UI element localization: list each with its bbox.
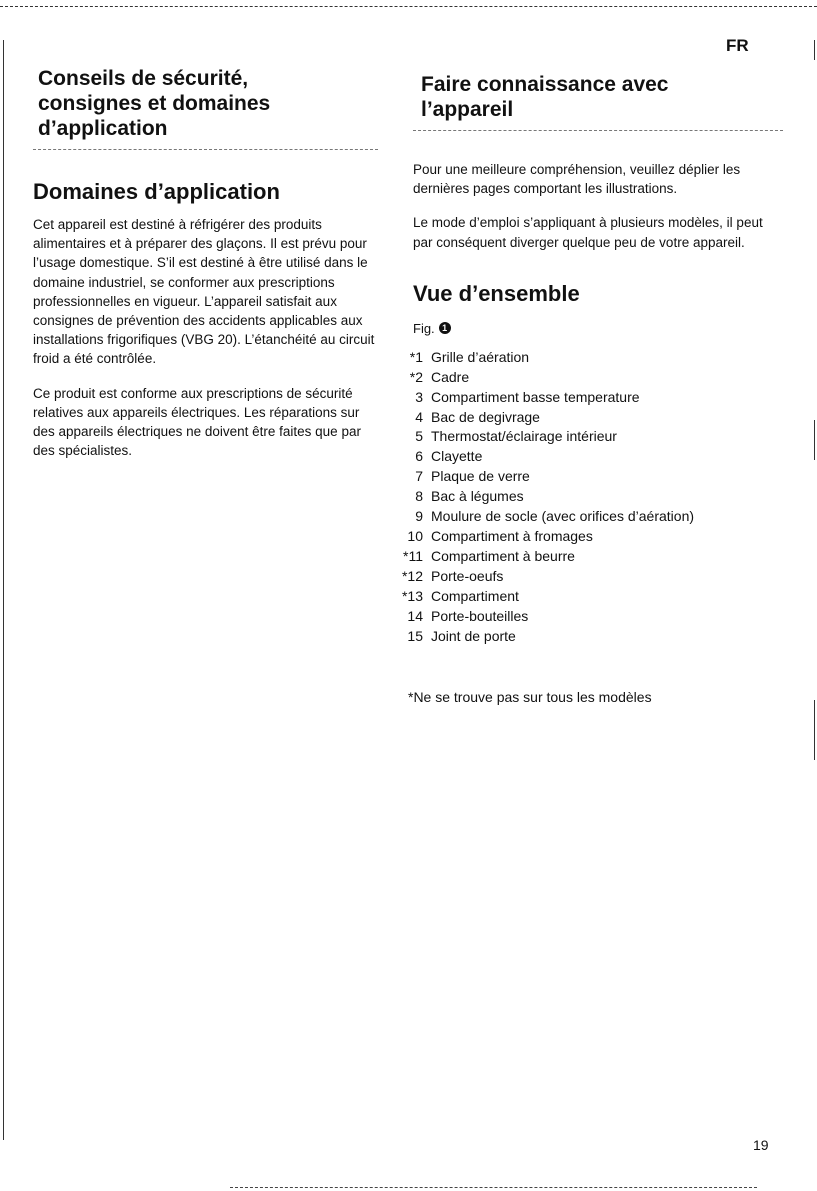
part-number: 8 [415, 488, 423, 505]
part-number: 4 [415, 408, 423, 425]
part-list-item [394, 607, 783, 627]
part-label: Compartiment basse temperature [431, 388, 640, 405]
part-list-item [394, 368, 783, 388]
part-list-item [394, 408, 783, 428]
part-number: 9 [415, 508, 423, 525]
part-number: *1 [409, 348, 423, 365]
figure-reference [413, 321, 783, 336]
part-list-item [394, 388, 783, 408]
part-list-item [394, 467, 783, 487]
part-label: Grille d’aération [431, 348, 530, 365]
part-number: *13 [401, 587, 423, 604]
footnote: *Ne se trouve pas sur tous les modèles [408, 689, 652, 706]
part-label: Compartiment [431, 587, 519, 604]
left-column [33, 66, 378, 460]
right-column [401, 72, 783, 706]
part-list-item [394, 587, 783, 607]
figure-label: Fig. [413, 320, 435, 336]
part-label: Moulure de socle (avec orifices d’aération) [431, 508, 695, 525]
part-label: Compartiment à fromages [431, 527, 593, 544]
fold-out-paragraph: Pour une meilleure compréhension, veuillez déplier les dernières pages comportant les illustrations. [413, 162, 741, 197]
part-label: Compartiment à beurre [431, 547, 575, 564]
part-number: 3 [415, 388, 423, 405]
parts-list [394, 348, 783, 647]
models-paragraph: Le mode d’emploi s’appliquant à plusieurs modèles, il peut par conséquent diverger quelque peu de votre appareil. [413, 215, 763, 250]
part-list-item [394, 507, 783, 527]
overview-heading: Vue d’ensemble [413, 280, 580, 306]
part-label: Bac de degivrage [431, 408, 540, 425]
part-list-item [394, 527, 783, 547]
part-label: Bac à légumes [431, 488, 524, 505]
part-number: *12 [401, 567, 423, 584]
figure-number-badge: 1 [439, 322, 451, 334]
bottom-scan-rule [230, 1187, 757, 1188]
part-label: Porte-bouteilles [431, 607, 529, 624]
page-number: 19 [753, 1137, 769, 1153]
part-list-item [394, 487, 783, 507]
part-list-item [394, 427, 783, 447]
part-number: 6 [415, 448, 423, 465]
right-margin-mark [814, 700, 815, 760]
part-list-item [394, 627, 783, 647]
part-label: Plaque de verre [431, 468, 530, 485]
electrical-safety-paragraph: Ce produit est conforme aux prescriptions de sécurité relatives aux appareils électriques. Les réparations sur des appareils électriques ne doivent être faites que par des spécialistes. [33, 385, 361, 459]
right-margin-mark [814, 40, 815, 60]
application-heading: Domaines d’application [33, 179, 280, 204]
part-number: *11 [403, 547, 423, 564]
part-list-item [394, 348, 783, 368]
part-number: *2 [409, 368, 423, 385]
left-margin-mark [3, 40, 4, 1140]
appliance-section-title: Faire connaissance avec l’appareil [413, 72, 783, 131]
part-list-item [394, 547, 783, 567]
top-scan-rule [0, 6, 817, 7]
part-number: 10 [407, 527, 423, 544]
application-paragraph: Cet appareil est destiné à réfrigérer des produits alimentaires et à préparer des glaçons. Il est prévu pour l’usage domestique. S’il est destiné à être utilisé dans le domaine industriel, se conformer aux prescriptions professionnelles en vigueur. L’appareil satisfait aux consignes de prévention des accidents applicables aux installations frigorifiques (VBG 20). L’étanchéité au circuit froid a été contrôlée. [33, 217, 375, 367]
part-label: Clayette [431, 448, 483, 465]
part-number: 7 [415, 468, 423, 485]
part-list-item [394, 567, 783, 587]
right-margin-mark [814, 420, 815, 460]
part-label: Cadre [431, 368, 470, 385]
part-label: Joint de porte [431, 627, 516, 644]
part-list-item [394, 447, 783, 467]
part-label: Porte-oeufs [431, 567, 504, 584]
part-number: 15 [407, 627, 423, 644]
safety-section-title: Conseils de sécurité, consignes et domaines d’application [33, 66, 378, 150]
part-number: 5 [415, 428, 423, 445]
language-code: FR [726, 36, 749, 55]
part-number: 14 [407, 607, 423, 624]
part-label: Thermostat/éclairage intérieur [431, 428, 617, 445]
